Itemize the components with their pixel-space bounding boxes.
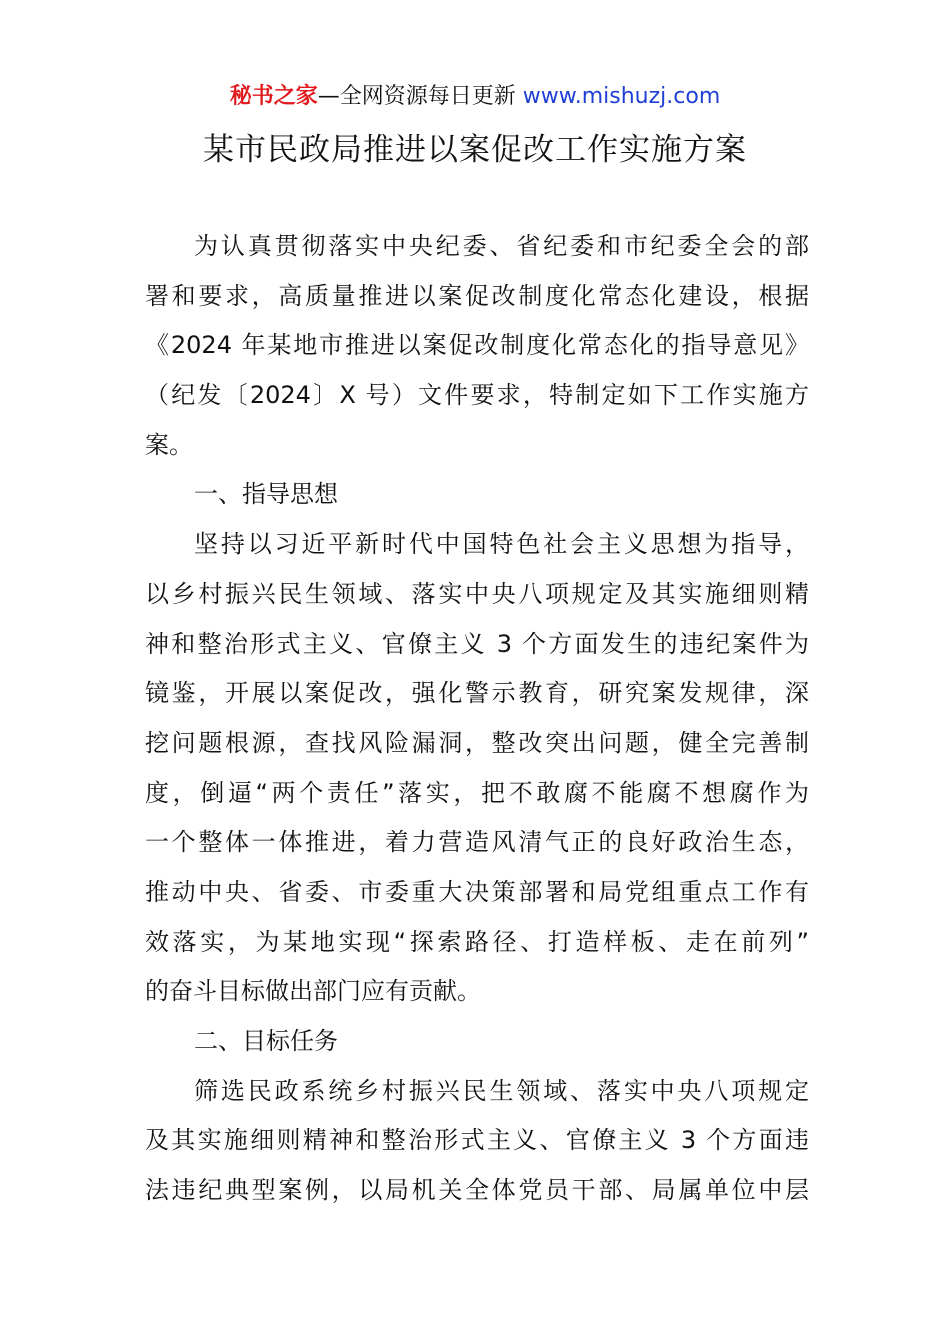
paragraph-line: 法违纪典型案例，以局机关全体党员干部、局属单位中层 (145, 1176, 809, 1205)
paragraph-line: 筛选民政系统乡村振兴民生领域、落实中央八项规定 (194, 1076, 809, 1105)
site-brand: 秘书之家 (229, 84, 318, 109)
site-header (0, 82, 950, 112)
paragraph-line: 镜鉴，开展以案促改，强化警示教育，研究案发规律，深 (145, 679, 809, 708)
paragraph-line: 的奋斗目标做出部门应有贡献。 (145, 977, 481, 1006)
paragraph-line: 署和要求，高质量推进以案促改制度化常态化建设，根据 (145, 281, 809, 310)
section-heading: 一、指导思想 (194, 480, 338, 509)
paragraph-line: 案。 (145, 430, 193, 459)
document-body (145, 222, 809, 1216)
paragraph-line: 度，倒逼“两个责任”落实，把不敢腐不能腐不想腐作为 (145, 778, 809, 807)
paragraph-line: 《2024 年某地市推进以案促改制度化常态化的指导意见》 (145, 331, 809, 360)
paragraph-line: 坚持以习近平新时代中国特色社会主义思想为指导， (194, 530, 809, 559)
site-tagline: —全网资源每日更新 (317, 84, 523, 109)
site-url-link[interactable]: www.mishuzj.com (522, 84, 721, 109)
paragraph-line: 一个整体一体推进，着力营造风清气正的良好政治生态， (145, 828, 809, 857)
paragraph-line: 以乡村振兴民生领域、落实中央八项规定及其实施细则精 (145, 579, 809, 608)
paragraph-line: 推动中央、省委、市委重大决策部署和局党组重点工作有 (145, 877, 809, 906)
paragraph-line: 为认真贯彻落实中央纪委、省纪委和市纪委全会的部 (194, 232, 809, 260)
paragraph-line: 挖问题根源，查找风险漏洞，整改突出问题，健全完善制 (145, 728, 809, 757)
paragraph-line: （纪发〔2024〕X 号）文件要求，特制定如下工作实施方 (145, 381, 809, 410)
document-title: 某市民政局推进以案促改工作实施方案 (203, 132, 747, 168)
section-heading: 二、目标任务 (194, 1027, 338, 1055)
paragraph-line: 及其实施细则精神和整治形式主义、官僚主义 3 个方面违 (145, 1126, 809, 1155)
paragraph-line: 效落实，为某地实现“探索路径、打造样板、走在前列” (145, 927, 809, 956)
paragraph-line: 神和整治形式主义、官僚主义 3 个方面发生的违纪案件为 (145, 629, 809, 658)
